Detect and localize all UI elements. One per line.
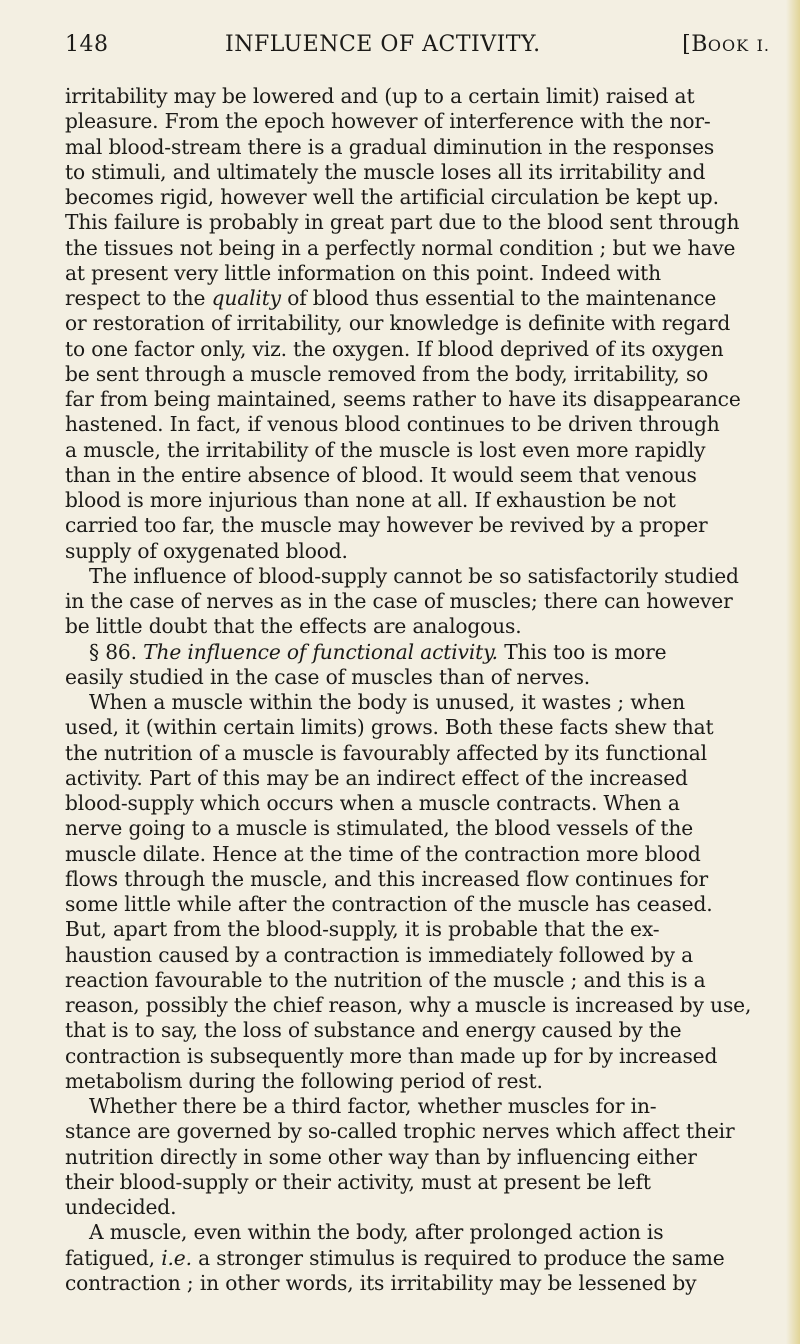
text-line: A muscle, even within the body, after prolonged action is: [89, 1220, 664, 1245]
text-line: to stimuli, and ultimately the muscle loses all its irritability and: [65, 159, 706, 184]
text-line: than in the entire absence of blood. It would seem that venous: [65, 462, 697, 487]
body-text: [65, 84, 770, 1296]
text-line: The influence of blood-supply cannot be so satisfactorily studied: [89, 563, 739, 588]
text-line: at present very little information on this point. Indeed with: [65, 260, 661, 285]
section-title: The influence of functional activity.: [143, 639, 498, 664]
page-number: 148: [65, 32, 109, 57]
text-line: undecided.: [65, 1195, 177, 1219]
text-line: used, it (within certain limits) grows. Both these facts shew that: [65, 715, 714, 740]
text-line: nerve going to a muscle is stimulated, the blood vessels of the: [65, 816, 694, 841]
text-line: that is to say, the loss of substance and energy caused by the: [65, 1018, 682, 1043]
text-line: a muscle, the irritability of the muscle is lost even more rapidly: [65, 437, 706, 462]
text-line: be little doubt that the effects are analogous.: [65, 614, 522, 639]
text-line: blood is more injurious than none at all. If exhaustion be not: [65, 488, 676, 512]
text-line: far from being maintained, seems rather to have its disappearance: [65, 387, 741, 411]
text-line: stance are governed by so-called trophic nerves which affect their: [65, 1119, 735, 1144]
text-line: easily studied in the case of muscles than of nerves.: [65, 664, 591, 689]
text-line: the tissues not being in a perfectly normal condition ; but we have: [65, 235, 736, 260]
text-line: flows through the muscle, and this increased flow continues for: [65, 866, 709, 891]
text-line: supply of oxygenated blood.: [65, 538, 348, 563]
text-line: in the case of nerves as in the case of muscles; there can however: [65, 589, 733, 613]
text-line: pleasure. From the epoch however of interference with the nor-: [65, 109, 711, 134]
text-line: activity. Part of this may be an indirect effect of the increased: [65, 765, 688, 790]
text-line: hastened. In fact, if venous blood continues to be driven through: [65, 412, 720, 437]
text-line: the nutrition of a muscle is favourably affected by its functional: [65, 740, 707, 765]
section-86-heading-line: § 86. The influence of functional activity. This too is more: [89, 639, 667, 664]
running-title: INFLUENCE OF ACTIVITY.: [225, 32, 541, 57]
text-line: reaction favourable to the nutrition of the muscle ; and this is a: [65, 967, 706, 992]
text-line: Whether there be a third factor, whether muscles for in-: [89, 1094, 657, 1118]
emphasis-ie: i.e.: [161, 1245, 192, 1270]
running-head: [65, 24, 770, 66]
text-line: blood-supply which occurs when a muscle contracts. When a: [65, 791, 680, 815]
book-reference: [BOOK I.: [682, 32, 770, 57]
text-line: reason, possibly the chief reason, why a muscle is increased by use,: [65, 993, 752, 1017]
text-line: contraction ; in other words, its irritability may be lessened by: [65, 1270, 697, 1295]
text-line: fatigued, i.e. a stronger stimulus is required to produce the same: [65, 1245, 725, 1270]
text-line: some little while after the contraction of the muscle has ceased.: [65, 892, 713, 916]
text-line: muscle dilate. Hence at the time of the contraction more blood: [65, 841, 701, 866]
text-line: be sent through a muscle removed from the body, irritability, so: [65, 361, 709, 386]
text-line: When a muscle within the body is unused, it wastes ; when: [89, 690, 685, 714]
section-number: § 86.: [89, 639, 137, 664]
text-line: But, apart from the blood-supply, it is probable that the ex-: [65, 917, 660, 942]
text-line: respect to the quality of blood thus essential to the maintenance: [65, 286, 717, 310]
text-line: carried too far, the muscle may however be revived by a proper: [65, 513, 708, 538]
text-line: nutrition directly in some other way than by influencing either: [65, 1144, 697, 1169]
text-line: contraction is subsequently more than made up for by increased: [65, 1043, 718, 1068]
text-line: or restoration of irritability, our knowledge is definite with regard: [65, 311, 731, 336]
text-line: irritability may be lowered and (up to a certain limit) raised at: [65, 84, 695, 108]
text-line: haustion caused by a contraction is immediately followed by a: [65, 942, 693, 967]
text-line: to one factor only, viz. the oxygen. If blood deprived of its oxygen: [65, 336, 724, 361]
page-edge-shadow: [786, 0, 800, 1344]
text-line: becomes rigid, however well the artificial circulation be kept up.: [65, 185, 719, 209]
text-line: metabolism during the following period of rest.: [65, 1068, 543, 1093]
text-line: mal blood-stream there is a gradual diminution in the responses: [65, 134, 715, 159]
text-line: This failure is probably in great part due to the blood sent through: [65, 210, 740, 235]
text-line: their blood-supply or their activity, must at present be left: [65, 1169, 651, 1194]
emphasis-quality: quality: [211, 286, 281, 310]
